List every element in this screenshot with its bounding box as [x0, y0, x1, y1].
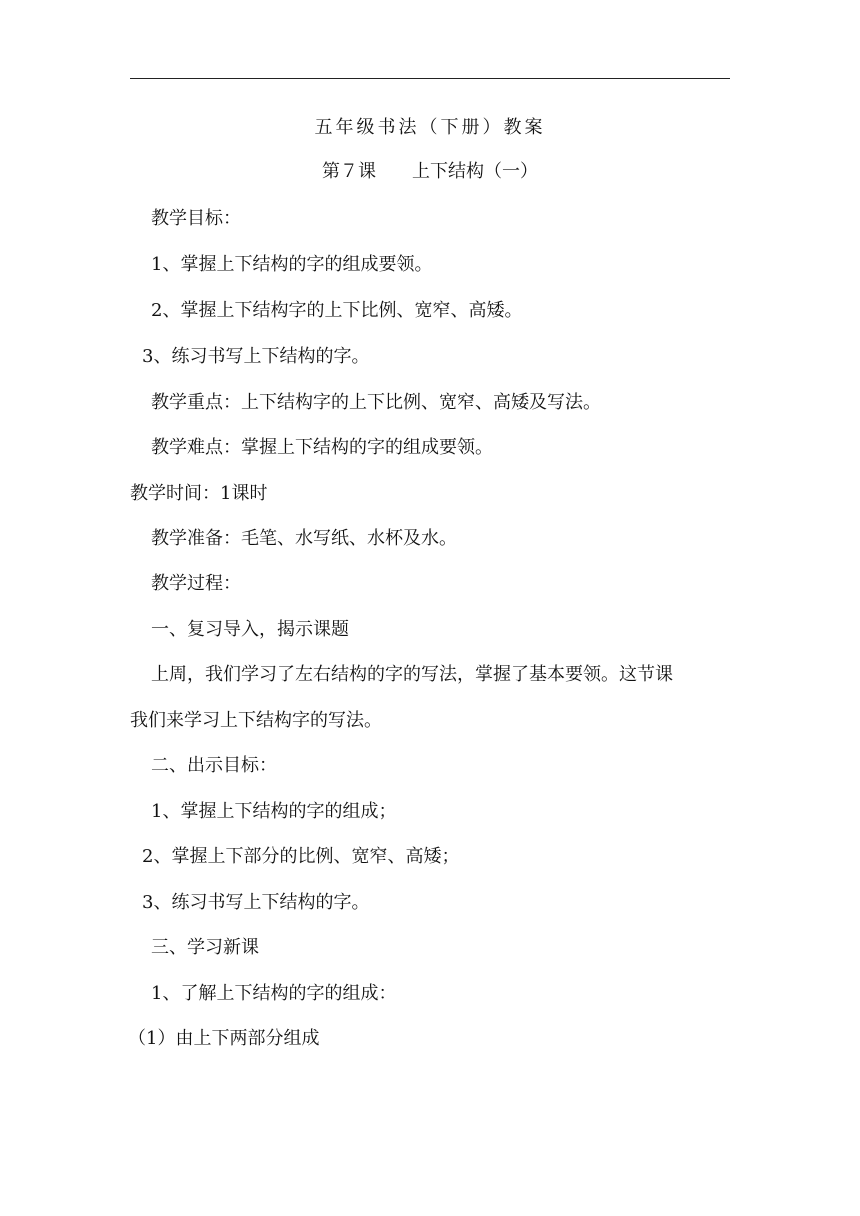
process-heading: 教学过程：	[151, 573, 241, 594]
teaching-preparation: 教学准备：毛笔、水写纸、水杯及水。	[151, 528, 457, 549]
review-paragraph-line-2: 我们来学习上下结构字的写法。	[130, 710, 382, 731]
section-review-heading: 一、复习导入，揭示课题	[151, 619, 349, 640]
objective-item-3: 3、练习书写上下结构的字。	[142, 346, 370, 367]
key-points: 教学重点：上下结构字的上下比例、宽窄、高矮及写法。	[151, 392, 601, 413]
document-title: 五年级书法（下册）教案	[314, 117, 546, 138]
goal-item-3: 3、练习书写上下结构的字。	[142, 892, 370, 913]
new-lesson-subitem-1: （1）由上下两部分组成	[128, 1028, 320, 1049]
objectives-heading: 教学目标：	[151, 208, 241, 229]
section-new-lesson-heading: 三、学习新课	[151, 937, 259, 958]
teaching-time: 教学时间：1课时	[130, 483, 268, 504]
section-objectives-heading: 二、出示目标：	[151, 755, 277, 776]
objective-item-2: 2、掌握上下结构字的上下比例、宽窄、高矮。	[151, 300, 523, 321]
header-rule	[130, 78, 730, 79]
objective-item-1: 1、掌握上下结构的字的组成要领。	[151, 254, 433, 275]
goal-item-1: 1、掌握上下结构的字的组成；	[151, 801, 397, 822]
difficult-points: 教学难点：掌握上下结构的字的组成要领。	[151, 437, 493, 458]
lesson-title: 第７课 上下结构（一）	[322, 161, 538, 182]
review-paragraph-line-1: 上周，我们学习了左右结构的字的写法，掌握了基本要领。这节课	[151, 664, 673, 685]
goal-item-2: 2、掌握上下部分的比例、宽窄、高矮；	[142, 846, 460, 867]
new-lesson-item-1: 1、了解上下结构的字的组成：	[151, 983, 397, 1004]
